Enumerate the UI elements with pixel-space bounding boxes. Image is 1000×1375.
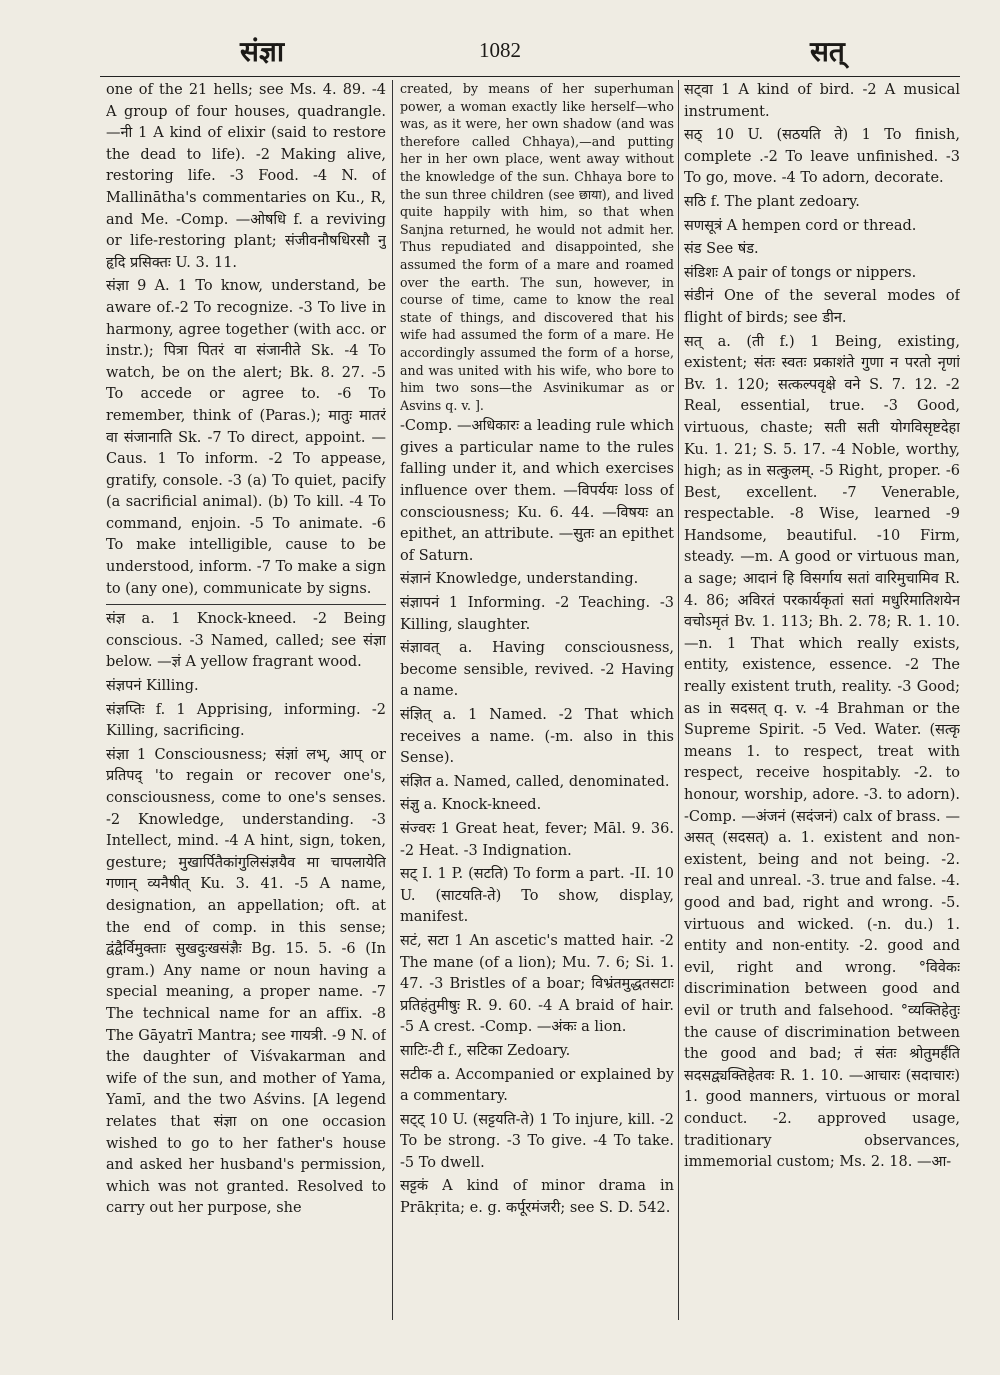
- entry: सटीक a. Accompanied or explained by a commentary.: [400, 1066, 674, 1105]
- entry: संड See षंड.: [684, 241, 759, 258]
- running-head-left: संज्ञा: [240, 35, 285, 68]
- running-head-right: सत्: [810, 35, 845, 68]
- column-3: [684, 80, 960, 1320]
- entry: सठि f. The plant zedoary.: [684, 193, 860, 210]
- entry: संज्ञापनं 1 Informing. -2 Teaching. -3 Killing, slaughter.: [400, 595, 674, 633]
- entry: सटं, सटा 1 An ascetic's matted hair. -2 The mane (of a lion); Mu. 7. 6; Si. 1. 47. -3 Bristles of a boar; विभ्रंतमुद्धतसटाः प्रतिहंतुमीषुः R. 9. 60. -4 A braid of hair. -5 A crest. -Comp. —अंकः a lion.: [400, 932, 674, 1036]
- entry: संज्ञपनं Killing.: [106, 678, 199, 695]
- column-1: [106, 80, 386, 1320]
- entry: -Comp. —अधिकारः a leading rule which gives a particular name to the rules falling under it, and which exercises influence over them. —विपर्ययः loss of consciousness; Ku. 6. 44. —विषयः an epithet, an attribute. —सुतः an epithet of Saturn.: [400, 418, 674, 564]
- entry: one of the 21 hells; see Ms. 4. 89. -4 A group of four houses, quadrangle. —नी 1 A kind of elixir (said to restore the dead to life). -2 Making alive, restoring life. -3 Food. -4 N. of Mallinātha's commentaries on Ku., R, and Me. -Comp. —ओषधि f. a reviving or life-restoring plant; संजीवनौषधिरसौ नु हृदि प्रसिक्तः U. 3. 11.: [106, 82, 386, 271]
- entry: साटिः-टी f., सटिका Zedoary.: [400, 1042, 571, 1059]
- entry: सट्टकं A kind of minor drama in Prākṛita; e. g. कर्पूरमंजरी; see S. D. 542.: [400, 1178, 674, 1217]
- column-divider: [392, 80, 393, 1320]
- entry: संज्ञित् a. 1 Named. -2 That which receives a name. (-m. also in this Sense).: [400, 707, 674, 767]
- entry: संज्ञप्तिः f. 1 Apprising, informing. -2 Killing, sacrificing.: [106, 701, 386, 740]
- entry: संज्ञा 1 Consciousness; संज्ञां लभ्, आप् or प्रतिपद् 'to regain or recover one's, consciousness, come to one's senses. -2 Knowledge, understanding. -3 Intellect, mind. -4 A hint, sign, token, gesture; मुखार्पितैकांगुलिसंज्ञयैव मा चापलायेति गणान् व्यनैषीत् Ku. 3. 41. -5 A name, designation, an appellation; oft. at the end of comp. in this sense; द्वंद्वैर्विमुक्ताः सुखदुःखसंज्ञैः Bg. 15. 5. -6 (In gram.) Any name or noun having a special meaning, a proper name. -7 The technical name for an affix. -8 The Gāyatrī Mantra; see गायत्री. -9 N. of the daughter of Viśvakarman and wife of the sun, and mother of Yama, Yamī, and the two Aśvins. [A legend relates that संज्ञा on one occasion wished to go to her father's house and asked her husband's permission, which was not granted. Resolved to carry out her purpose, she: [106, 746, 386, 1217]
- header-rule: [100, 76, 960, 77]
- entry: संज्ञु a. Knock-kneed.: [400, 797, 542, 814]
- entry: सट् I. 1 P. (सटति) To form a part. -II. 10 U. (साटयति-ते) To show, display, manifest.: [400, 866, 674, 926]
- page-header: [0, 28, 1000, 72]
- entry: संज्ञानं Knowledge, understanding.: [400, 571, 639, 588]
- entry: सठ् 10 U. (सठयति ते) 1 To finish, complete .-2 To leave unfinished. -3 To go, move. -4 To adorn, decorate.: [684, 127, 960, 187]
- entry: सट्ट् 10 U. (सट्टयति-ते) 1 To injure, kill. -2 To be strong. -3 To give. -4 To take. -5 To dwell.: [400, 1111, 674, 1171]
- entry-separator: [106, 604, 386, 605]
- entry: संडिशः A pair of tongs or nippers.: [684, 264, 917, 281]
- entry: सत् a. (ती f.) 1 Being, existing, existent; संतः स्वतः प्रकाशंते गुणा न परतो नृणां Bv. 1. 120; सत्कल्पवृक्षे वने S. 7. 12. -2 Real, essential, true. -3 Good, virtuous, chaste; सती सती योगविसृष्टदेहा Ku. 1. 21; S. 5. 17. -4 Noble, worthy, high; as in सत्कुलम्. -5 Right, proper. -6 Best, excellent. -7 Venerable, respectable. -8 Wise, learned -9 Handsome, beautiful. -10 Firm, steady. —m. A good or virtuous man, a sage; आदानं हि विसर्गाय सतां वारिमुचामिव R. 4. 86; अविरतं परकार्यकृतां सतां मधुरिमातिशयेन वचोऽमृतं Bv. 1. 113; Bh. 2. 78; R. 1. 10. —n. 1 That which really exists, entity, existence, essence. -2 The really existent truth, reality. -3 Good; as in सदसत् q. v. -4 Brahman or the Supreme Spirit. -5 Ved. Water. (सत्कृ means 1. to respect, treat with respect, receive hospitably. -2. to honour, worship, adore. -3. to adorn). -Comp. —अंजनं (सदंजनं) calx of brass. —असत् (सदसत्) a. 1. existent and non-existent, being and not being. -2. real and unreal. -3. true and false. -4. good and bad, right and wrong. -5. virtuous and wicked. (-n. du.) 1. entity and non-entity. -2. good and evil, right and wrong. °विवेकः discrimination between good and evil or truth and falsehood. °व्यक्तिहेतुः the cause of discrimination between the good and bad; तं संतः श्रोतुमर्हंति सदसद्व्यक्तिहेतवः R. 1. 10. —आचारः (सदाचारः) 1. good manners, virtuous or moral conduct. -2. approved usage, traditionary observances, immemorial custom; Ms. 2. 18. —आ-: [684, 333, 960, 1171]
- entry: संज्ञ a. 1 Knock-kneed. -2 Being conscious. -3 Named, called; see संज्ञा below. —ज्ञं A yellow fragrant wood.: [106, 611, 386, 671]
- entry: संज्वरः 1 Great heat, fever; Māl. 9. 36. -2 Heat. -3 Indignation.: [400, 820, 674, 859]
- column-2: [400, 80, 674, 1320]
- entry: संडीनं One of the several modes of flight of birds; see डीन.: [684, 288, 960, 326]
- entry: संज्ञावत् a. Having consciousness, become sensible, revived. -2 Having a name.: [400, 640, 674, 700]
- entry: created, by means of her superhuman power, a woman exactly like herself—who was, as it were, her own shadow (and was therefore called Chhaya),—and putting her in her own place, went away without the knowledge of the sun. Chhaya bore to the sun three children (see छाया), and lived quite happily with him, so that when Sanjna returned, he would not admit her. Thus repudiated and disappointed, she assumed the form of a mare and roamed over the earth. The sun, however, in course of time, came to know the real state of things, and discovered that his wife had assumed the form of a mare. He accordingly assumed the form of a horse, and was united with his wife, who bore to him two sons—the Asvinikumar as or Asvins q. v. ].: [400, 81, 674, 413]
- entry: संज्ञित a. Named, called, denominated.: [400, 773, 670, 790]
- entry: संज्ञा 9 A. 1 To know, understand, be aware of.-2 To recognize. -3 To live in harmony, agree together (with acc. or instr.); पित्रा पितरं वा संजानीते Sk. -4 To watch, be on the alert; Bk. 8. 27. -5 To accede or agree to. -6 To remember, think of (Paras.); मातुः मातरं वा संजानाति Sk. -7 To direct, appoint. —Caus. 1 To inform. -2 To appease, gratify, console. -3 (a) To quiet, pacify (a sacrificial animal). (b) To kill. -4 To command, enjoin. -5 To animate. -6 To make intelligible, cause to be understood, inform. -7 To make a sign to (any one), communicate by signs.: [106, 278, 386, 597]
- column-divider: [678, 80, 679, 1320]
- page-number: 1082: [479, 38, 521, 62]
- entry: सणसूत्रं A hempen cord or thread.: [684, 217, 917, 234]
- entry: सट्वा 1 A kind of bird. -2 A musical instrument.: [684, 82, 960, 120]
